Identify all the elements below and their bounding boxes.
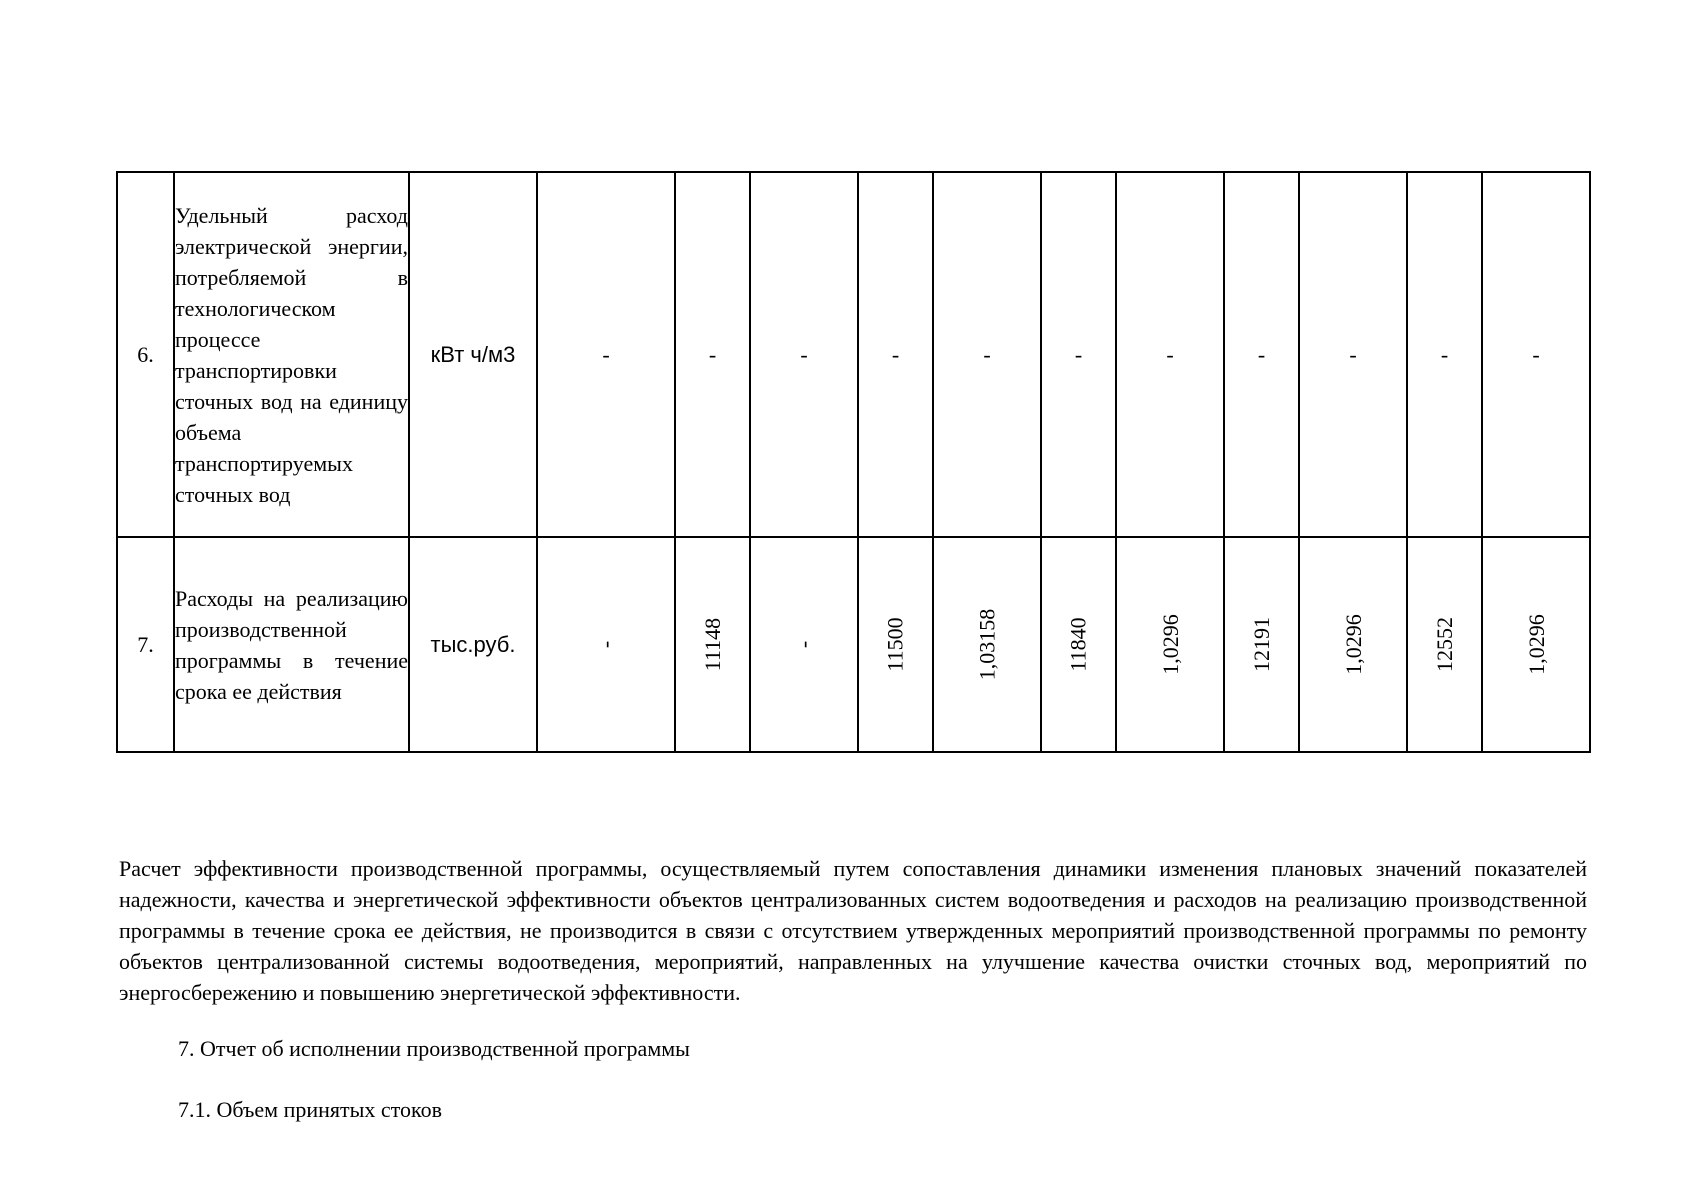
indicator-name: Расходы на реализацию производственной программы в течение срока ее действия xyxy=(174,537,409,752)
value-cell: - xyxy=(1224,172,1299,537)
value-cell: - xyxy=(1116,172,1224,537)
value-cell: - xyxy=(750,172,858,537)
row-number: 7. xyxy=(117,537,174,752)
table-row xyxy=(117,172,1590,537)
value-text: 1,0296 xyxy=(1157,614,1183,675)
value-cell xyxy=(750,537,858,752)
unit-cell: тыс.руб. xyxy=(409,537,537,752)
subsection-heading: 7.1. Объем принятых стоков xyxy=(178,1097,442,1122)
value-cell: - xyxy=(537,172,675,537)
indicators-table xyxy=(116,171,1591,753)
value-cell xyxy=(1407,537,1482,752)
value-cell xyxy=(675,537,750,752)
unit-cell: кВт ч/м3 xyxy=(409,172,537,537)
value-cell: - xyxy=(1482,172,1590,537)
table-row xyxy=(117,537,1590,752)
row-number: 6. xyxy=(117,172,174,537)
value-text: 1,0296 xyxy=(1340,614,1366,675)
value-cell xyxy=(1299,537,1407,752)
value-cell xyxy=(858,537,933,752)
indicator-name: Удельный расход электрической энергии, потребляемой в технологическом процессе транспортировки сточных вод на единицу объема транспортируемых сточных вод xyxy=(174,172,409,537)
value-cell xyxy=(1041,537,1116,752)
value-text: 11500 xyxy=(883,617,908,672)
value-cell xyxy=(1482,537,1590,752)
value-cell: - xyxy=(858,172,933,537)
value-cell xyxy=(537,537,675,752)
efficiency-paragraph: Расчет эффективности производственной программы, осуществляемый путем сопоставления динамики изменения плановых значений показателей надежности, качества и энергетической эффективности объектов централизованных систем водоотведения и расходов на реализацию производственной программы в течение срока ее действия, не производится в связи с отсутствием утвержденных мероприятий производственной программы по ремонту объектов централизованной системы водоотведения, мероприятий, направленных на улучшение качества очистки сточных вод, мероприятий по энергосбережению и повышению энергетической эффективности. xyxy=(119,856,1587,1005)
value-cell: - xyxy=(1041,172,1116,537)
value-cell xyxy=(933,537,1041,752)
value-text: 1,03158 xyxy=(974,608,1000,681)
section-heading: 7. Отчет об исполнении производственной программы xyxy=(178,1036,690,1061)
value-text: 11148 xyxy=(700,617,725,672)
value-cell: - xyxy=(675,172,750,537)
value-cell: - xyxy=(1407,172,1482,537)
value-text: 1,0296 xyxy=(1523,614,1549,675)
value-text: - xyxy=(791,640,817,649)
value-cell xyxy=(1116,537,1224,752)
value-cell xyxy=(1224,537,1299,752)
value-text: 12552 xyxy=(1432,617,1457,672)
value-text: - xyxy=(593,640,619,649)
value-cell: - xyxy=(933,172,1041,537)
value-text: 11840 xyxy=(1066,617,1091,672)
value-cell: - xyxy=(1299,172,1407,537)
value-text: 12191 xyxy=(1249,617,1274,672)
